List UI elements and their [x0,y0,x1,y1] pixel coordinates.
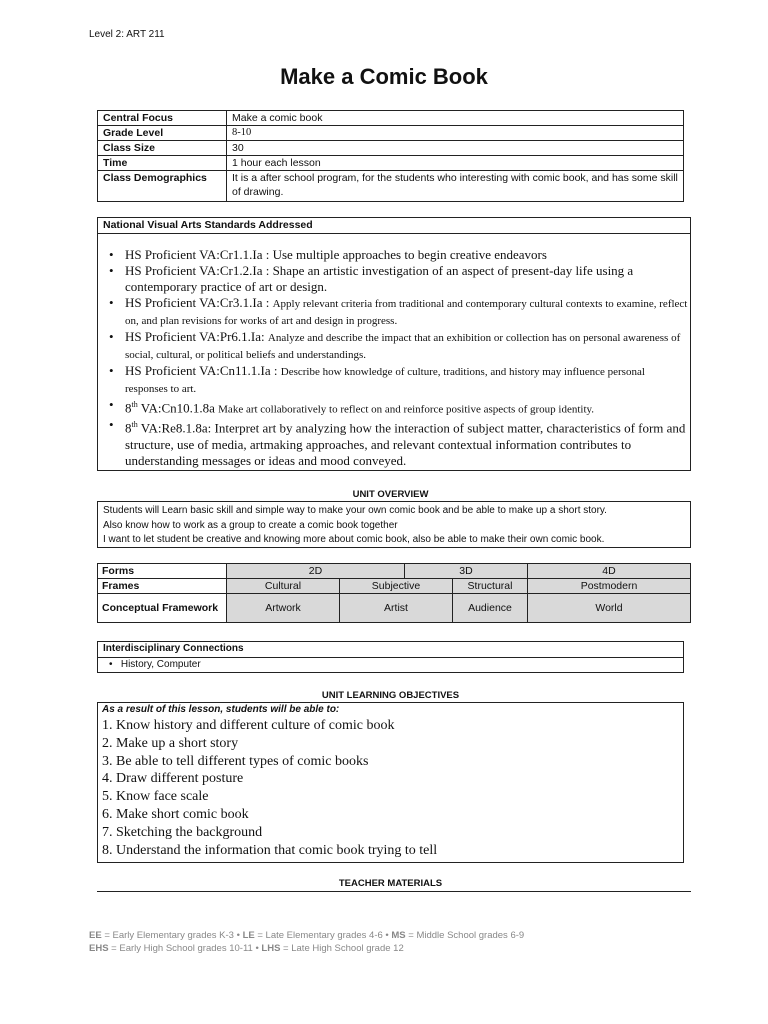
level-label: Level 2: ART 211 [89,29,165,40]
table-row [98,564,691,579]
conceptual-cell: Artist [340,594,453,623]
bullet-icon: • [109,397,114,412]
table-row [98,141,684,156]
divider [97,891,691,892]
overview-line: I want to let student be creative and knowing more about comic book, also be able to make their own comic book. [103,534,605,545]
frames-cell: Cultural [227,579,340,594]
table-row [98,111,684,126]
list-item: 8. Understand the information that comic book trying to tell [102,842,438,858]
bullet-icon: • [109,247,114,262]
table-row [98,156,684,171]
frames-cell: Postmodern [528,579,691,594]
info-label: Class Demographics [98,171,227,202]
list-item: 7. Sketching the background [102,824,263,840]
page-title: Make a Comic Book [280,64,488,89]
list-item: 3. Be able to tell different types of comic books [102,753,369,769]
objectives-box [97,702,684,863]
info-label: Class Size [98,141,227,156]
standards-heading: National Visual Arts Standards Addressed [98,218,690,234]
overview-line: Students will Learn basic skill and simple way to make your own comic book and be able to make up a short story. [103,505,607,516]
footer-line-1: EE = Early Elementary grades K-3 • LE = Late Elementary grades 4-6 • MS = Middle School grades 6-9 [89,930,525,941]
bullet-icon: • [109,263,114,278]
list-item: • History, Computer [109,659,201,670]
list-item: 4. Draw different posture [102,771,244,787]
unit-overview-heading: UNIT OVERVIEW [352,489,429,500]
list-item: • HS Proficient VA:Cn11.1.Ia : Describe how knowledge of culture, traditions, and history may influence personal responses to art. [109,363,645,395]
forms-cell: 4D [528,564,691,579]
interdisciplinary-box [97,641,684,673]
info-value: 1 hour each lesson [227,156,684,171]
list-item: • 8th VA:Re8.1.8a: Interpret art by analyzing how the interaction of subject matter, characteristics of form and structure, use of media, artmaking approaches, and relevant contextual information contributes to understanding messages or ideas and mood conveyed. [109,417,686,468]
list-item: • HS Proficient VA:Cr1.1.Ia : Use multiple approaches to begin creative endeavors [109,247,547,262]
frames-cell: Subjective [340,579,453,594]
info-value: 8-10 [227,126,684,141]
list-item: 1. Know history and different culture of comic book [102,718,395,733]
info-label: Time [98,156,227,171]
list-item: • 8th VA:Cn10.1.8a Make art collaboratively to reflect on and reinforce positive aspects of group identity. [109,397,595,416]
standards-box [97,217,691,471]
info-value: 30 [227,141,684,156]
list-item: 2. Make up a short story [102,735,239,751]
info-value: Make a comic book [227,111,684,126]
objectives-heading: UNIT LEARNING OBJECTIVES [321,690,460,701]
bullet-icon: • [109,417,114,433]
table-row [98,579,691,594]
table-row [98,171,684,202]
standards-list [98,247,690,469]
forms-label: Forms [98,564,227,579]
bullet-icon: • [109,659,113,670]
overview-line: Also know how to work as a group to create a comic book together [103,519,398,531]
forms-table [97,563,691,623]
frames-cell: Structural [453,579,528,594]
list-item: • HS Proficient VA:Cr1.2.Ia : Shape an artistic investigation of an aspect of present-day life using a contemporary practice of art or design. [109,263,634,294]
frames-label: Frames [98,579,227,594]
bullet-icon: • [109,363,114,378]
table-row [98,594,691,623]
bullet-icon: • [109,295,114,310]
list-item: 5. Know face scale [102,789,209,805]
conceptual-label: Conceptual Framework [98,594,227,623]
list-item: • HS Proficient VA:Pr6.1.Ia: Analyze and describe the impact that an exhibition or collection has on personal awareness of social, cultural, or political beliefs and understandings. [109,329,681,361]
forms-cell: 2D [227,564,405,579]
info-table [97,110,684,202]
conceptual-cell: World [528,594,691,623]
objectives-intro: As a result of this lesson, students will be able to: [102,704,340,715]
list-item: 6. Make short comic book [102,806,249,822]
conceptual-cell: Artwork [227,594,340,623]
bullet-icon: • [109,329,114,344]
interdisciplinary-heading: Interdisciplinary Connections [98,642,683,658]
list-item: • HS Proficient VA:Cr3.1.Ia : Apply relevant criteria from traditional and contemporary cultural contexts to examine, reflect on, and plan revisions for works of art and design in progress. [109,295,688,327]
info-label: Central Focus [98,111,227,126]
info-label: Grade Level [98,126,227,141]
unit-overview-box [97,501,691,548]
teacher-materials-heading: TEACHER MATERIALS [338,878,443,889]
forms-cell: 3D [405,564,528,579]
objectives-list [98,717,683,859]
footer-line-2: EHS = Early High School grades 10-11 • LHS = Late High School grade 12 [89,943,404,954]
table-row [98,126,684,141]
info-value: It is a after school program, for the students who interesting with comic book, and has some skill of drawing. [227,171,684,202]
conceptual-cell: Audience [453,594,528,623]
